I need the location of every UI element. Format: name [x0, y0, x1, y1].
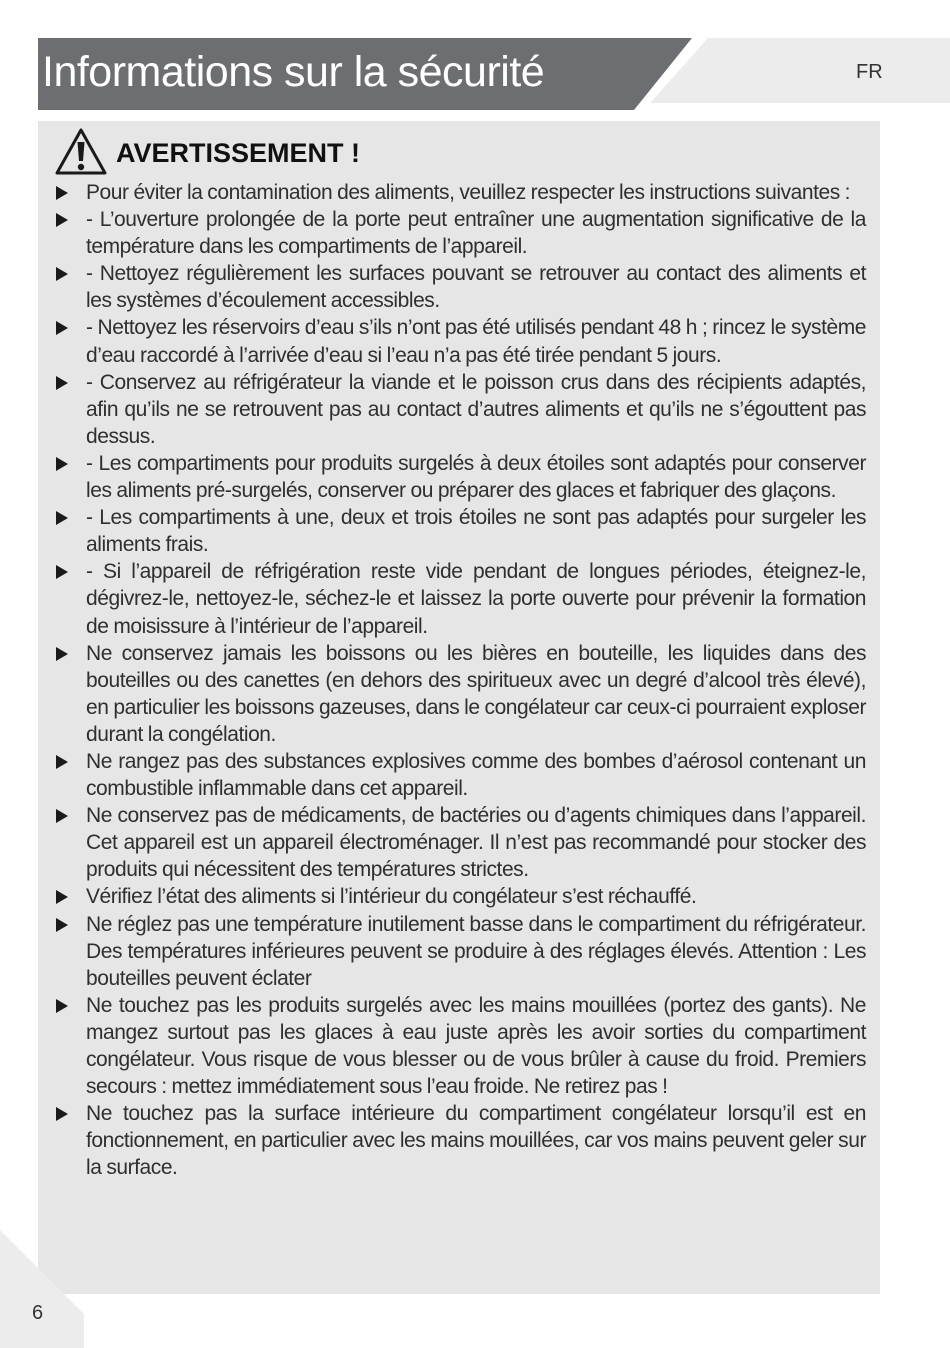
list-item-text: - L’ouverture prolongée de la porte peut entraîner une augmentation significative de la température dans les compartiments de l’appareil. [86, 208, 866, 259]
list-item-text: Vérifiez l’état des aliments si l’intérieur du congélateur s’est réchauffé. [86, 885, 697, 909]
list-item-text: Ne conservez pas de médicaments, de bactéries ou d’agents chimiques dans l’appareil. Cet appareil est un appareil électroménager. Il n’est pas recommandé pour stocker des produits qui nécessitent des températures strictes. [86, 804, 866, 882]
list-item [54, 206, 866, 260]
list-item-text: Pour éviter la contamination des aliments, veuillez respecter les instructions suivantes : [86, 181, 851, 204]
list-item-text: - Conservez au réfrigérateur la viande et le poisson crus dans des récipients adaptés, afin qu’ils ne se retrouvent pas au contact d’autres aliments et qu’ils ne s’égouttent pas dessus. [86, 370, 866, 448]
list-item [54, 450, 866, 504]
bullet-arrow-icon [56, 186, 68, 200]
bullet-arrow-icon [56, 890, 68, 904]
list-item [54, 883, 866, 910]
warning-triangle-icon [54, 127, 108, 177]
list-item [54, 748, 866, 802]
bullet-arrow-icon [56, 321, 68, 335]
warning-box [38, 121, 880, 1294]
list-item-text: - Les compartiments pour produits surgelés à deux étoiles sont adaptés pour conserver les aliments pré-surgelés, conserver ou préparer des glaces et fabriquer des glaçons. [86, 451, 866, 503]
list-item-text: Ne rangez pas des substances explosives comme des bombes d’aérosol contenant un combustible inflammable dans cet appareil. [86, 749, 866, 801]
bullet-arrow-icon [56, 267, 68, 281]
warning-list [54, 179, 866, 1181]
list-item-text: - Nettoyez les réservoirs d’eau s’ils n’ont pas été utilisés pendant 48 h ; rincez le système d’eau raccordé à l’arrivée d’eau si l’eau n’a pas été tirée pendant 5 jours. [86, 316, 866, 367]
list-item-text: - Nettoyez régulièrement les surfaces pouvant se retrouver au contact des aliments et les systèmes d’écoulement accessibles. [86, 262, 866, 313]
bullet-arrow-icon [56, 376, 68, 390]
list-item [54, 802, 866, 883]
list-item [54, 369, 866, 450]
list-item-text: Ne touchez pas les produits surgelés avec les mains mouillées (portez des gants). Ne mangez surtout pas les glaces à eau juste après les avoir sorties du compartiment congélateur. Vous risque de vous blesser ou de vous brûler à cause du froid. Premiers secours : mettez immédiatement sous l’eau froide. Ne retirez pas ! [86, 993, 866, 1099]
language-code: FR [856, 61, 883, 83]
list-item [54, 992, 866, 1100]
list-item-text: Ne touchez pas la surface intérieure du compartiment congélateur lorsqu’il est en fonctionnement, en particulier avec les mains mouillées, car vos mains peuvent geler sur la surface. [86, 1102, 866, 1180]
list-item-text: Ne réglez pas une température inutilement basse dans le compartiment du réfrigérateur. Des températures inférieures peuvent se produire à des réglages élevés. Attention : Les bouteilles peuvent éclater [86, 912, 866, 990]
bullet-arrow-icon [56, 755, 68, 769]
bullet-arrow-icon [56, 457, 68, 471]
page-title: Informations sur la sécurité [42, 48, 545, 96]
warning-title: AVERTISSEMENT ! [116, 138, 361, 168]
list-item [54, 179, 866, 206]
list-item-text: - Les compartiments à une, deux et trois étoiles ne sont pas adaptés pour surgeler les aliments frais. [86, 506, 866, 557]
list-item [54, 640, 866, 748]
bullet-arrow-icon [56, 511, 68, 525]
bullet-arrow-icon [56, 1107, 68, 1121]
list-item [54, 260, 866, 314]
bullet-arrow-icon [56, 647, 68, 661]
list-item [54, 314, 866, 368]
bullet-arrow-icon [56, 918, 68, 932]
page-corner-tab [0, 1230, 90, 1348]
bullet-arrow-icon [56, 999, 68, 1013]
list-item [54, 1100, 866, 1181]
list-item [54, 504, 866, 558]
list-item [54, 558, 866, 639]
bullet-arrow-icon [56, 809, 68, 823]
list-item-text: - Si l’appareil de réfrigération reste vide pendant de longues périodes, éteignez-le, dégivrez-le, nettoyez-le, séchez-le et laissez la porte ouverte pour prévenir la formation de moisissure à l’intérieur de l’appareil. [86, 560, 866, 638]
list-item-text: Ne conservez jamais les boissons ou les bières en bouteille, les liquides dans des bouteilles ou des canettes (en dehors des spiritueux avec un degré d’alcool très élevé), en particulier les boissons gazeuses, dans le congélateur car ceux-ci pourraient exploser durant la congélation. [86, 641, 866, 746]
bullet-arrow-icon [56, 213, 68, 227]
page-number: 6 [32, 1302, 44, 1324]
bullet-arrow-icon [56, 565, 68, 579]
list-item [54, 911, 866, 992]
